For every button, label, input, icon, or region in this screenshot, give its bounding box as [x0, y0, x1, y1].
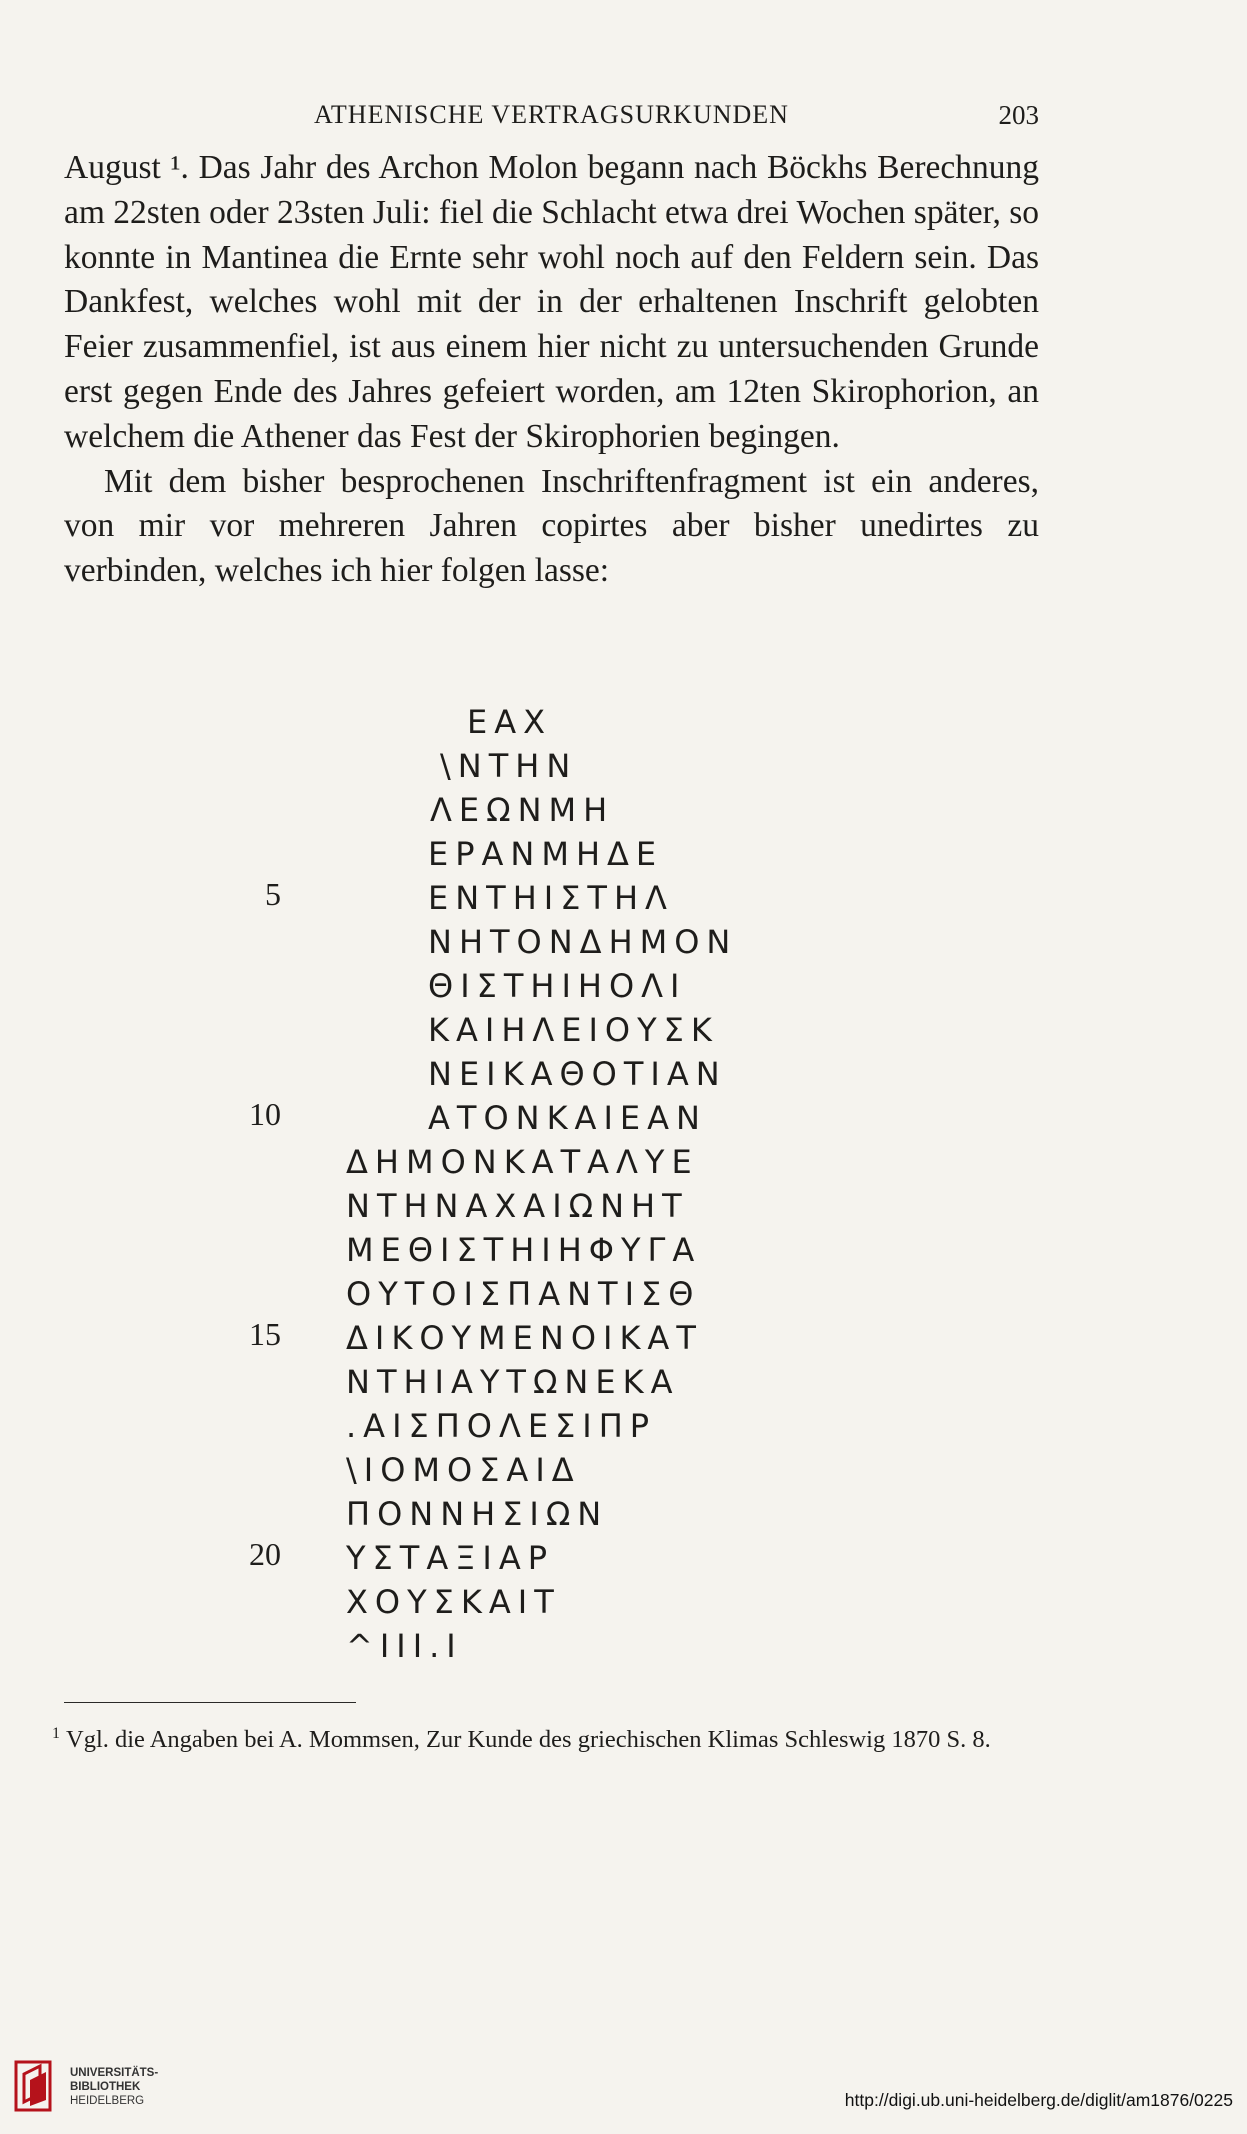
inscription-line [0, 744, 1247, 788]
library-line: BIBLIOTHEK [70, 2081, 141, 2093]
library-logo[interactable] [14, 2058, 184, 2116]
line-number: 10 [249, 1096, 281, 1132]
inscription-text: ΥΣΤΑΞΙΑΡ [346, 1539, 555, 1577]
inscription-text: ΚΑΙΗΛΕΙΟΥΣΚ [428, 1011, 719, 1049]
inscription-line [0, 1580, 1247, 1624]
footnote-mark: 1 [52, 1725, 60, 1742]
line-number: 5 [265, 876, 281, 912]
inscription-line [0, 920, 1247, 964]
running-head: ATHENISCHE VERTRAGSURKUNDEN [314, 100, 789, 129]
body-text [64, 146, 1039, 594]
inscription-line [0, 1492, 1247, 1536]
inscription-text: ΧΟΥΣΚΑΙΤ [346, 1583, 561, 1621]
inscription-line [0, 1536, 1247, 1580]
source-url[interactable]: http://digi.ub.uni-heidelberg.de/diglit/am1876/0225 [844, 2090, 1233, 2110]
inscription-line [0, 1228, 1247, 1272]
inscription-text: ^ΙΙΙ.Ι [346, 1627, 463, 1665]
library-line: HEIDELBERG [70, 2095, 145, 2107]
footnote [52, 1718, 1052, 1755]
library-name [70, 2066, 158, 2108]
inscription-line [0, 700, 1247, 744]
inscription-line [0, 1624, 1247, 1668]
page-number: 203 [998, 100, 1039, 130]
inscription-text: ΛΕΩΝΜΗ [430, 791, 615, 829]
inscription-text: ΔΙΚΟΥΜΕΝΟΙΚΑΤ [346, 1319, 703, 1357]
inscription-text: ΕΑΧ [467, 703, 553, 741]
inscription-line [0, 1316, 1247, 1360]
inscription-text: ΕΝΤΗΙΣΤΗΛ [428, 879, 674, 917]
inscription-text: ΝΕΙΚΑΘΟΤΙΑΝ [428, 1055, 727, 1093]
inscription-text: ΝΤΗΙΑΥΤΩΝΕΚΑ [346, 1363, 680, 1401]
inscription-text: ΠΟΝΝΗΣΙΩΝ [346, 1495, 609, 1533]
inscription-text: \ΝΤΗΝ [440, 747, 578, 785]
inscription-line [0, 1140, 1247, 1184]
paragraph: Mit dem bisher besprochenen Inschriftenfragment ist ein anderes, von mir vor mehreren Jahren copirtes aber bisher unedirtes zu verbinden, welches ich hier folgen lasse: [64, 462, 1039, 590]
inscription-line [0, 1448, 1247, 1492]
inscription-line [0, 1272, 1247, 1316]
library-line: UNIVERSITÄTS- [70, 2067, 159, 2079]
page-header [64, 100, 1039, 136]
inscription-text: ΝΤΗΝΑΧΑΙΩΝΗΤ [346, 1187, 689, 1225]
inscription-text: ΟΥΤΟΙΣΠΑΝΤΙΣΘ [346, 1275, 701, 1313]
inscription-line [0, 1052, 1247, 1096]
footnote-divider [64, 1702, 356, 1703]
footnote-text: Vgl. die Angaben bei A. Mommsen, Zur Kunde des griechischen Klimas Schleswig 1870 S. 8. [66, 1726, 991, 1754]
inscription-line [0, 1360, 1247, 1404]
inscription-text: ΘΙΣΤΗΙΗΟΛΙ [428, 967, 687, 1005]
inscription-text: ΔΗΜΟΝΚΑΤΑΛΥΕ [346, 1143, 699, 1181]
inscription-line [0, 1096, 1247, 1140]
inscription-text: .ΑΙΣΠΟΛΕΣΙΠΡ [346, 1407, 657, 1445]
inscription-text: \ΙΟΜΟΣΑΙΔ [346, 1451, 581, 1489]
inscription-text: ΕΡΑΝΜΗΔΕ [428, 835, 664, 873]
line-number: 15 [249, 1316, 281, 1352]
inscription-text: ΑΤΟΝΚΑΙΕΑΝ [428, 1099, 707, 1137]
inscription-text: ΝΗΤΟΝΔΗΜΟΝ [428, 923, 738, 961]
inscription-line [0, 1404, 1247, 1448]
inscription-line [0, 1008, 1247, 1052]
inscription-line [0, 964, 1247, 1008]
inscription-line [0, 788, 1247, 832]
inscription-line [0, 832, 1247, 876]
line-number: 20 [249, 1536, 281, 1572]
inscription-line [0, 1184, 1247, 1228]
paragraph: August ¹. Das Jahr des Archon Molon begann nach Böckhs Berechnung am 22sten oder 23sten Juli: fiel die Schlacht etwa drei Wochen später, so konnte in Mantinea die Ernte sehr wohl noch auf den Feldern sein. Das Dankfest, welches wohl mit der in der erhaltenen Inschrift gelobten Feier zusammenfiel, ist aus einem hier nicht zu untersuchenden Grunde erst gegen Ende des Jahres gefeiert worden, am 12ten Skirophorion, an welchem die Athener das Fest der Skirophorien begingen. [64, 149, 1039, 455]
library-logo-icon [14, 2058, 58, 2114]
inscription-line [0, 876, 1247, 920]
inscription-text: ΜΕΘΙΣΤΗΙΗΦΥΓΑ [346, 1231, 702, 1269]
